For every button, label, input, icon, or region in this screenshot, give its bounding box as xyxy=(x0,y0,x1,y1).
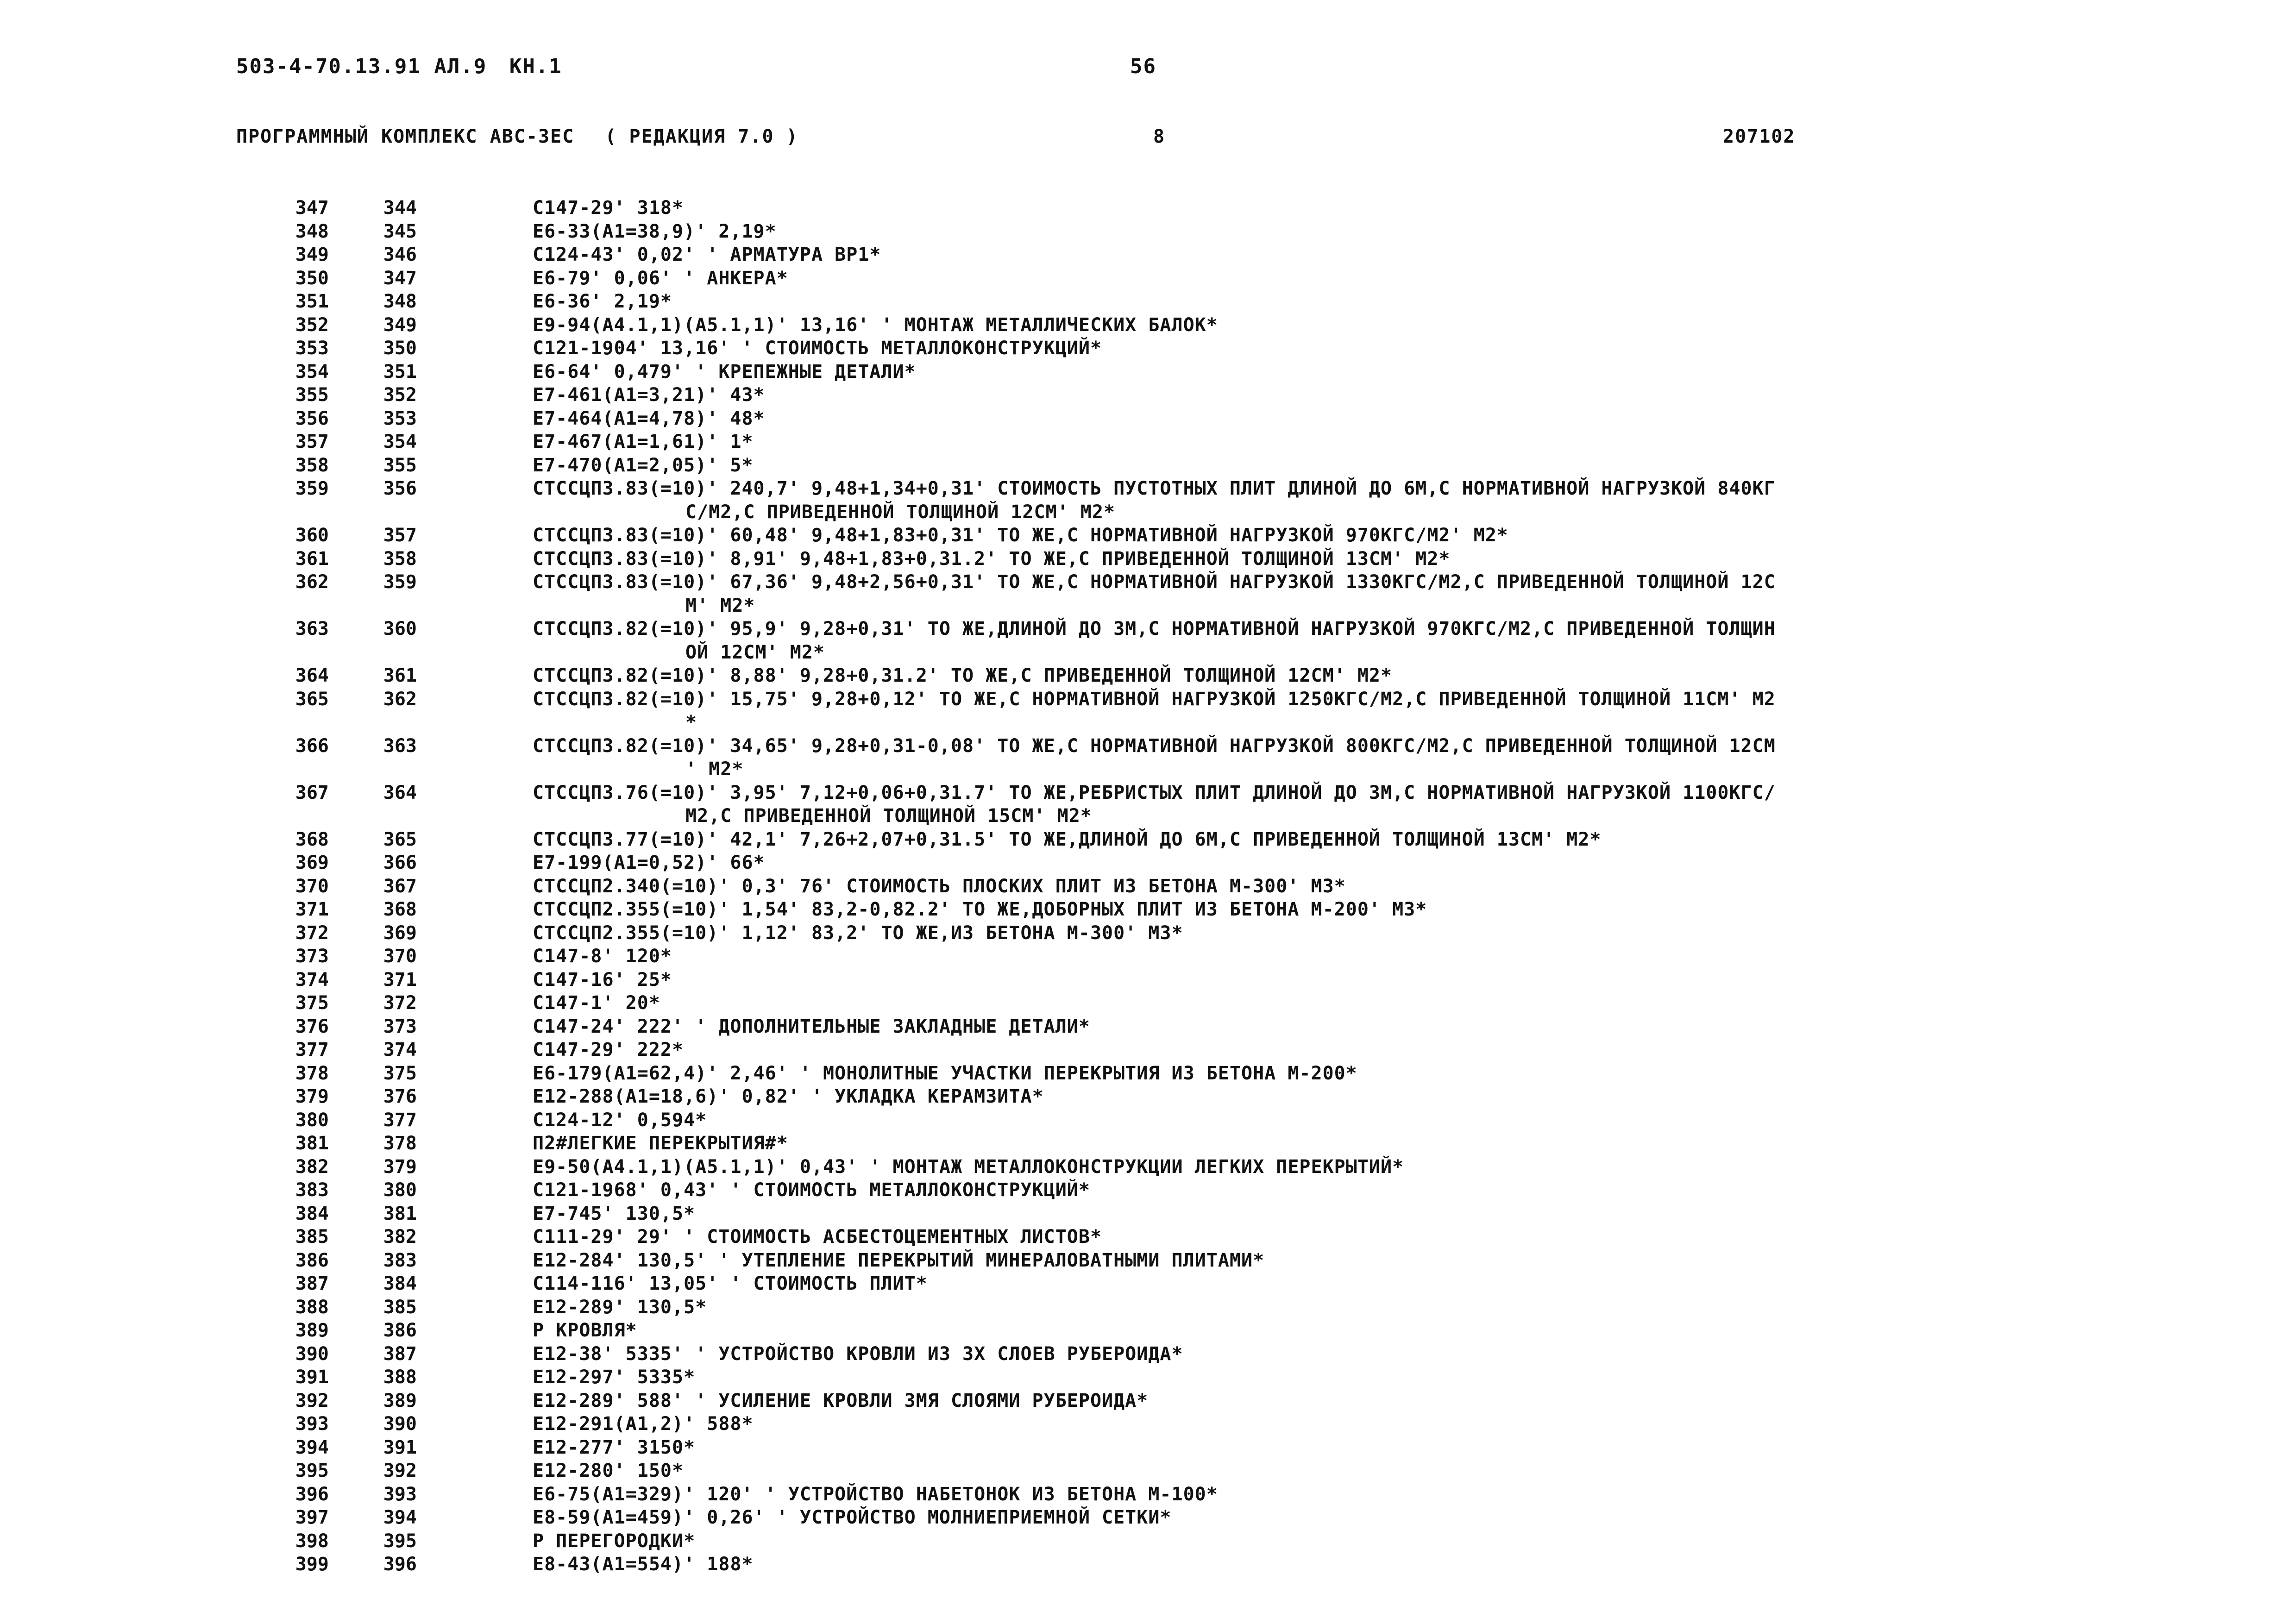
statement-number: 372 xyxy=(383,992,417,1014)
statement-text: CTCCЦП3.83(=10)' 8,91' 9,48+1,83+0,31.2' ТО ЖЕ,С ПРИВЕДЕННОЙ ТОЛЩИНОЙ 13СМ' М2* xyxy=(533,548,1451,570)
statement-number: 385 xyxy=(383,1296,417,1318)
statement-number: 364 xyxy=(383,782,417,803)
statement-number: 375 xyxy=(383,1062,417,1084)
statement-text: C147-24' 222' ' ДОПОЛНИТЕЛЬНЫЕ ЗАКЛАДНЫЕ ДЕТАЛИ* xyxy=(533,1016,1090,1037)
listing-row xyxy=(269,968,2214,992)
statement-text: CTCCЦП2.355(=10)' 1,12' 83,2' ТО ЖЕ,ИЗ БЕТОНА М-300' М3* xyxy=(533,922,1183,944)
line-number: 392 xyxy=(295,1390,329,1411)
statement-text: C124-43' 0,02' ' АРМАТУРА ВР1* xyxy=(533,244,881,265)
line-number: 398 xyxy=(295,1530,329,1552)
listing-row xyxy=(269,220,2214,244)
line-number: 370 xyxy=(295,875,329,897)
statement-continuation: ОЙ 12СМ' М2* xyxy=(685,641,825,663)
statement-number: 388 xyxy=(383,1367,417,1388)
statement-text: CTCCЦП3.83(=10)' 67,36' 9,48+2,56+0,31' ТО ЖЕ,С НОРМАТИВНОЙ НАГРУЗКОЙ 1330КГС/М2,С ПРИВЕДЕННОЙ ТОЛЩИНОЙ 12С xyxy=(533,571,1776,593)
statement-text: C114-116' 13,05' ' СТОИМОСТЬ ПЛИТ* xyxy=(533,1273,928,1294)
statement-number: 387 xyxy=(383,1343,417,1365)
listing-row xyxy=(269,1202,2214,1226)
listing-row xyxy=(269,1062,2214,1085)
doc-code xyxy=(236,55,562,78)
listing-row xyxy=(269,1109,2214,1132)
listing-row xyxy=(269,1179,2214,1202)
line-number: 372 xyxy=(295,922,329,944)
statement-number: 379 xyxy=(383,1156,417,1178)
statement-number: 368 xyxy=(383,899,417,920)
line-number: 375 xyxy=(295,992,329,1014)
statement-number: 363 xyxy=(383,735,417,757)
listing-row xyxy=(269,1553,2214,1576)
line-number: 355 xyxy=(295,384,329,406)
listing-row xyxy=(269,945,2214,968)
line-number: 390 xyxy=(295,1343,329,1365)
listing-row xyxy=(269,617,2214,664)
program-title xyxy=(236,126,798,147)
edition-text: ( РЕДАКЦИЯ 7.0 ) xyxy=(605,126,798,147)
line-number: 366 xyxy=(295,735,329,757)
listing-row xyxy=(269,1389,2214,1413)
line-number: 386 xyxy=(295,1249,329,1271)
statement-number: 396 xyxy=(383,1554,417,1575)
line-number: 362 xyxy=(295,571,329,593)
line-number: 368 xyxy=(295,828,329,850)
page-number: 56 xyxy=(1130,55,1156,78)
listing-row xyxy=(269,1296,2214,1319)
statement-number: 367 xyxy=(383,875,417,897)
statement-text: E6-75(A1=329)' 120' ' УСТРОЙСТВО НАБЕТОНОК ИЗ БЕТОНА М-100* xyxy=(533,1483,1218,1505)
statement-number: 391 xyxy=(383,1436,417,1458)
line-number: 356 xyxy=(295,408,329,429)
statement-text: C124-12' 0,594* xyxy=(533,1109,707,1131)
statement-number: 357 xyxy=(383,525,417,546)
statement-text: CTCCЦП2.340(=10)' 0,3' 76' СТОИМОСТЬ ПЛОСКИХ ПЛИТ ИЗ БЕТОНА М-300' М3* xyxy=(533,875,1346,897)
listing-row xyxy=(269,571,2214,617)
statement-text: E7-467(A1=1,61)' 1* xyxy=(533,431,754,452)
book-label: КН.1 xyxy=(509,55,562,78)
listing-row xyxy=(269,1366,2214,1389)
statement-number: 353 xyxy=(383,408,417,429)
section-number: 8 xyxy=(1153,126,1166,147)
statement-number: 350 xyxy=(383,338,417,359)
listing-row xyxy=(269,875,2214,898)
statement-text: E7-745' 130,5* xyxy=(533,1203,696,1224)
statement-text: E12-289' 588' ' УСИЛЕНИЕ КРОВЛИ 3МЯ СЛОЯМИ РУБЕРОИДА* xyxy=(533,1390,1149,1411)
statement-number: 382 xyxy=(383,1226,417,1248)
statement-text: П2#ЛЕГКИЕ ПЕРЕКРЫТИЯ#* xyxy=(533,1133,788,1154)
line-number: 379 xyxy=(295,1086,329,1107)
line-number: 397 xyxy=(295,1507,329,1528)
listing-row xyxy=(269,1225,2214,1249)
doc-code-text: 503-4-70.13.91 АЛ.9 xyxy=(236,55,487,78)
listing-row xyxy=(269,1272,2214,1296)
statement-number: 371 xyxy=(383,969,417,991)
listing-row xyxy=(269,1085,2214,1109)
listing-row xyxy=(269,1319,2214,1342)
statement-number: 346 xyxy=(383,244,417,265)
line-number: 399 xyxy=(295,1554,329,1575)
line-number: 373 xyxy=(295,946,329,967)
statement-text: E8-59(A1=459)' 0,26' ' УСТРОЙСТВО МОЛНИЕПРИЕМНОЙ СЕТКИ* xyxy=(533,1507,1172,1528)
line-number: 369 xyxy=(295,852,329,873)
line-number: 393 xyxy=(295,1413,329,1435)
line-number: 348 xyxy=(295,220,329,242)
line-number: 347 xyxy=(295,197,329,219)
statement-text: E7-470(A1=2,05)' 5* xyxy=(533,454,754,476)
statement-number: 355 xyxy=(383,454,417,476)
statement-text: E12-280' 150* xyxy=(533,1460,684,1481)
statement-number: 358 xyxy=(383,548,417,570)
statement-number: 394 xyxy=(383,1507,417,1528)
statement-text: E7-464(A1=4,78)' 48* xyxy=(533,408,765,429)
listing-row xyxy=(269,1015,2214,1039)
listing-row xyxy=(269,454,2214,477)
listing-row xyxy=(269,664,2214,688)
statement-text: E12-277' 3150* xyxy=(533,1436,696,1458)
listing-row xyxy=(269,734,2214,781)
listing-row xyxy=(269,383,2214,407)
statement-text: E9-94(A4.1,1)(A5.1,1)' 13,16' ' МОНТАЖ МЕТАЛЛИЧЕСКИХ БАЛОК* xyxy=(533,314,1218,336)
statement-continuation: * xyxy=(685,712,697,733)
statement-text: E12-291(A1,2)' 588* xyxy=(533,1413,754,1435)
listing-row xyxy=(269,524,2214,547)
line-number: 350 xyxy=(295,267,329,289)
listing-row xyxy=(269,898,2214,922)
line-number: 353 xyxy=(295,338,329,359)
program-listing xyxy=(269,196,2214,1576)
statement-text: CTCCЦП3.77(=10)' 42,1' 7,26+2,07+0,31.5' ТО ЖЕ,ДЛИНОЙ ДО 6М,С ПРИВЕДЕННОЙ ТОЛЩИНОЙ 13СМ' М2* xyxy=(533,828,1602,850)
line-number: 351 xyxy=(295,291,329,312)
statement-text: C147-16' 25* xyxy=(533,969,672,991)
line-number: 383 xyxy=(295,1179,329,1201)
statement-continuation: С/М2,С ПРИВЕДЕННОЙ ТОЛЩИНОЙ 12СМ' М2* xyxy=(685,501,1116,523)
line-number: 387 xyxy=(295,1273,329,1294)
line-number: 364 xyxy=(295,665,329,686)
listing-row xyxy=(269,477,2214,524)
line-number: 371 xyxy=(295,899,329,920)
statement-text: CTCCЦП3.82(=10)' 15,75' 9,28+0,12' ТО ЖЕ,С НОРМАТИВНОЙ НАГРУЗКОЙ 1250КГС/М2,С ПРИВЕДЕННОЙ ТОЛЩИНОЙ 11СМ' М2 xyxy=(533,688,1776,710)
statement-text: E6-64' 0,479' ' КРЕПЕЖНЫЕ ДЕТАЛИ* xyxy=(533,361,916,382)
line-number: 395 xyxy=(295,1460,329,1481)
statement-number: 383 xyxy=(383,1249,417,1271)
listing-row xyxy=(269,1342,2214,1366)
listing-row xyxy=(269,828,2214,852)
listing-row xyxy=(269,1506,2214,1530)
statement-text: E6-179(A1=62,4)' 2,46' ' МОНОЛИТНЫЕ УЧАСТКИ ПЕРЕКРЫТИЯ ИЗ БЕТОНА М-200* xyxy=(533,1062,1357,1084)
listing-row xyxy=(269,430,2214,454)
statement-number: 393 xyxy=(383,1483,417,1505)
statement-number: 374 xyxy=(383,1039,417,1060)
statement-number: 359 xyxy=(383,571,417,593)
statement-number: 378 xyxy=(383,1133,417,1154)
statement-text: C147-8' 120* xyxy=(533,946,672,967)
line-number: 389 xyxy=(295,1320,329,1341)
statement-number: 356 xyxy=(383,478,417,499)
statement-number: 365 xyxy=(383,828,417,850)
line-number: 361 xyxy=(295,548,329,570)
statement-continuation: М2,С ПРИВЕДЕННОЙ ТОЛЩИНОЙ 15СМ' М2* xyxy=(685,805,1092,827)
line-number: 352 xyxy=(295,314,329,336)
statement-number: 351 xyxy=(383,361,417,382)
listing-row xyxy=(269,1038,2214,1062)
statement-text: C147-1' 20* xyxy=(533,992,660,1014)
statement-text: C147-29' 318* xyxy=(533,197,684,219)
statement-text: E6-79' 0,06' ' АНКЕРА* xyxy=(533,267,788,289)
listing-row xyxy=(269,1412,2214,1436)
line-number: 358 xyxy=(295,454,329,476)
statement-number: 348 xyxy=(383,291,417,312)
line-number: 363 xyxy=(295,618,329,640)
statement-text: CTCCЦП3.82(=10)' 95,9' 9,28+0,31' ТО ЖЕ,ДЛИНОЙ ДО 3М,С НОРМАТИВНОЙ НАГРУЗКОЙ 970КГС/М2,С ПРИВЕДЕННОЙ ТОЛЩИН xyxy=(533,618,1776,640)
line-number: 394 xyxy=(295,1436,329,1458)
statement-number: 390 xyxy=(383,1413,417,1435)
listing-row xyxy=(269,688,2214,734)
line-number: 391 xyxy=(295,1367,329,1388)
listing-row xyxy=(269,991,2214,1015)
statement-number: 347 xyxy=(383,267,417,289)
listing-row xyxy=(269,1530,2214,1553)
listing-row xyxy=(269,267,2214,290)
statement-number: 352 xyxy=(383,384,417,406)
listing-row xyxy=(269,851,2214,875)
doc-id: 207102 xyxy=(1723,126,1796,147)
listing-row xyxy=(269,1155,2214,1179)
statement-number: 362 xyxy=(383,688,417,710)
program-title-text: ПРОГРАММНЫЙ КОМПЛЕКС АВС-3ЕС xyxy=(236,126,575,147)
statement-text: CTCCЦП3.82(=10)' 34,65' 9,28+0,31-0,08' ТО ЖЕ,С НОРМАТИВНОЙ НАГРУЗКОЙ 800КГС/М2,С ПРИВЕДЕННОЙ ТОЛЩИНОЙ 12СМ xyxy=(533,735,1776,757)
statement-text: Р ПЕРЕГОРОДКИ* xyxy=(533,1530,696,1552)
statement-number: 349 xyxy=(383,314,417,336)
statement-text: C147-29' 222* xyxy=(533,1039,684,1060)
line-number: 357 xyxy=(295,431,329,452)
statement-text: E12-284' 130,5' ' УТЕПЛЕНИЕ ПЕРЕКРЫТИЙ МИНЕРАЛОВАТНЫМИ ПЛИТАМИ* xyxy=(533,1249,1265,1271)
listing-row xyxy=(269,337,2214,360)
line-number: 376 xyxy=(295,1016,329,1037)
statement-text: CTCCЦП3.83(=10)' 60,48' 9,48+1,83+0,31' ТО ЖЕ,С НОРМАТИВНОЙ НАГРУЗКОЙ 970КГС/М2' М2* xyxy=(533,525,1508,546)
statement-number: 354 xyxy=(383,431,417,452)
statement-number: 373 xyxy=(383,1016,417,1037)
line-number: 367 xyxy=(295,782,329,803)
statement-text: E6-33(A1=38,9)' 2,19* xyxy=(533,220,777,242)
listing-row xyxy=(269,781,2214,828)
listing-row xyxy=(269,1459,2214,1483)
line-number: 381 xyxy=(295,1133,329,1154)
statement-number: 392 xyxy=(383,1460,417,1481)
line-number: 374 xyxy=(295,969,329,991)
listing-row xyxy=(269,547,2214,571)
statement-text: E6-36' 2,19* xyxy=(533,291,672,312)
statement-number: 389 xyxy=(383,1390,417,1411)
line-number: 396 xyxy=(295,1483,329,1505)
statement-number: 384 xyxy=(383,1273,417,1294)
statement-number: 386 xyxy=(383,1320,417,1341)
statement-text: CTCCЦП3.82(=10)' 8,88' 9,28+0,31.2' ТО ЖЕ,С ПРИВЕДЕННОЙ ТОЛЩИНОЙ 12СМ' М2* xyxy=(533,665,1393,686)
listing-row xyxy=(269,290,2214,314)
statement-number: 360 xyxy=(383,618,417,640)
statement-text: C121-1904' 13,16' ' СТОИМОСТЬ МЕТАЛЛОКОНСТРУКЦИЙ* xyxy=(533,338,1102,359)
statement-number: 377 xyxy=(383,1109,417,1131)
statement-text: E7-461(A1=3,21)' 43* xyxy=(533,384,765,406)
statement-number: 376 xyxy=(383,1086,417,1107)
statement-text: E12-38' 5335' ' УСТРОЙСТВО КРОВЛИ ИЗ 3Х СЛОЕВ РУБЕРОИДА* xyxy=(533,1343,1183,1365)
line-number: 349 xyxy=(295,244,329,265)
statement-continuation: ' М2* xyxy=(685,759,744,780)
statement-number: 361 xyxy=(383,665,417,686)
listing-row xyxy=(269,314,2214,337)
listing-row xyxy=(269,360,2214,384)
statement-number: 369 xyxy=(383,922,417,944)
statement-text: C111-29' 29' ' СТОИМОСТЬ АСБЕСТОЦЕМЕНТНЫХ ЛИСТОВ* xyxy=(533,1226,1102,1248)
line-number: 354 xyxy=(295,361,329,382)
statement-text: E9-50(A4.1,1)(A5.1,1)' 0,43' ' МОНТАЖ МЕТАЛЛОКОНСТРУКЦИИ ЛЕГКИХ ПЕРЕКРЫТИЙ* xyxy=(533,1156,1404,1178)
statement-text: CTCCЦП2.355(=10)' 1,54' 83,2-0,82.2' ТО ЖЕ,ДОБОРНЫХ ПЛИТ ИЗ БЕТОНА М-200' М3* xyxy=(533,899,1427,920)
line-number: 360 xyxy=(295,525,329,546)
statement-text: E7-199(A1=0,52)' 66* xyxy=(533,852,765,873)
statement-number: 345 xyxy=(383,220,417,242)
listing-row xyxy=(269,407,2214,431)
line-number: 388 xyxy=(295,1296,329,1318)
statement-text: E12-289' 130,5* xyxy=(533,1296,707,1318)
statement-text: E8-43(A1=554)' 188* xyxy=(533,1554,754,1575)
statement-text: E12-288(A1=18,6)' 0,82' ' УКЛАДКА КЕРАМЗИТА* xyxy=(533,1086,1044,1107)
statement-text: E12-297' 5335* xyxy=(533,1367,696,1388)
line-number: 382 xyxy=(295,1156,329,1178)
listing-row xyxy=(269,1249,2214,1273)
statement-number: 370 xyxy=(383,946,417,967)
statement-number: 366 xyxy=(383,852,417,873)
statement-number: 380 xyxy=(383,1179,417,1201)
statement-continuation: М' М2* xyxy=(685,595,755,616)
statement-number: 344 xyxy=(383,197,417,219)
line-number: 359 xyxy=(295,478,329,499)
listing-row xyxy=(269,196,2214,220)
line-number: 384 xyxy=(295,1203,329,1224)
statement-number: 381 xyxy=(383,1203,417,1224)
statement-text: Р КРОВЛЯ* xyxy=(533,1320,637,1341)
line-number: 365 xyxy=(295,688,329,710)
line-number: 385 xyxy=(295,1226,329,1248)
statement-text: CTCCЦП3.83(=10)' 240,7' 9,48+1,34+0,31' СТОИМОСТЬ ПУСТОТНЫХ ПЛИТ ДЛИНОЙ ДО 6М,С НОРМАТИВНОЙ НАГРУЗКОЙ 840КГ xyxy=(533,478,1776,499)
listing-row xyxy=(269,243,2214,267)
listing-row xyxy=(269,1483,2214,1506)
statement-text: CTCCЦП3.76(=10)' 3,95' 7,12+0,06+0,31.7' ТО ЖЕ,РЕБРИСТЫХ ПЛИТ ДЛИНОЙ ДО 3М,С НОРМАТИВНОЙ НАГРУЗКОЙ 1100КГС/ xyxy=(533,782,1776,803)
statement-text: C121-1968' 0,43' ' СТОИМОСТЬ МЕТАЛЛОКОНСТРУКЦИЙ* xyxy=(533,1179,1090,1201)
statement-number: 395 xyxy=(383,1530,417,1552)
line-number: 378 xyxy=(295,1062,329,1084)
listing-row xyxy=(269,1436,2214,1460)
line-number: 380 xyxy=(295,1109,329,1131)
listing-row xyxy=(269,922,2214,945)
listing-row xyxy=(269,1132,2214,1155)
line-number: 377 xyxy=(295,1039,329,1060)
